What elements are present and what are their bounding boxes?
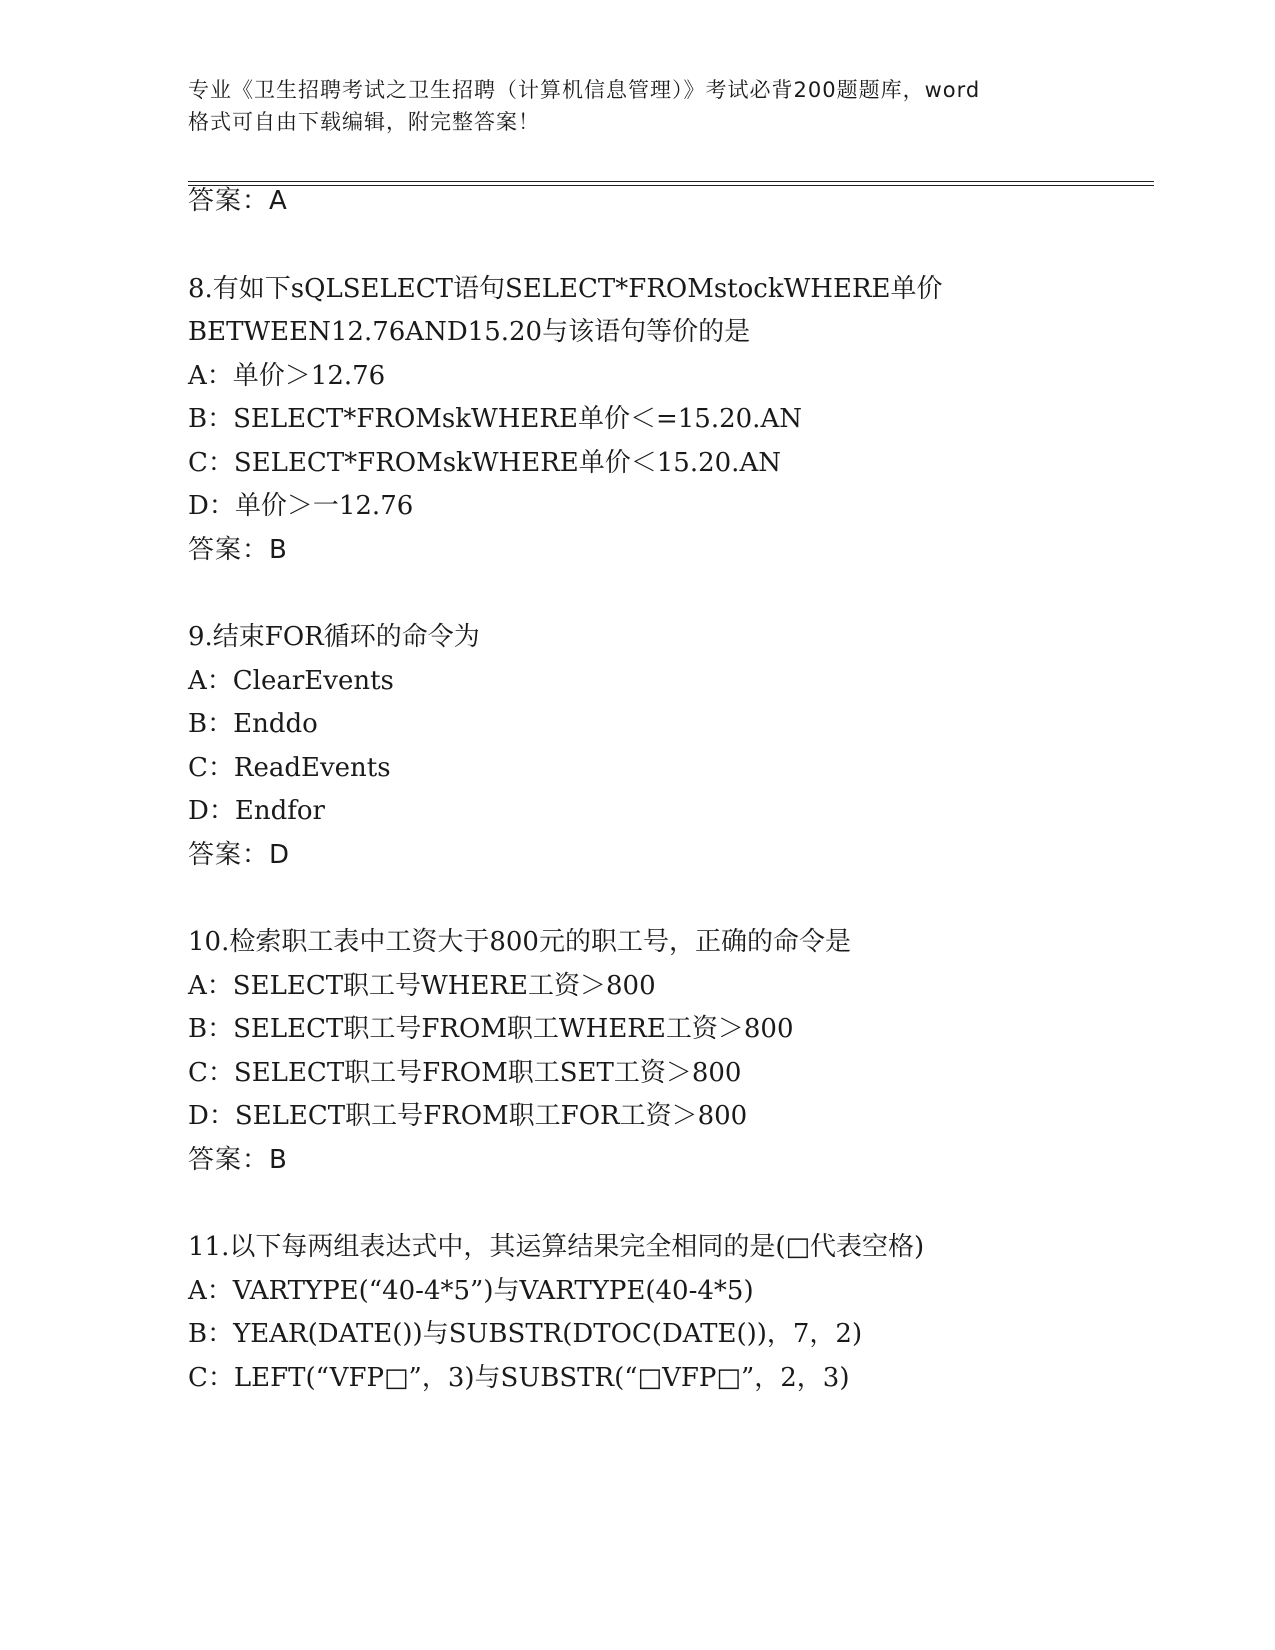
question-9-stem: 9.结束FOR循环的命令为 [188, 622, 480, 652]
question-9-option-d: D：Endfor [188, 796, 325, 826]
answer-previous: 答案：A [188, 186, 288, 216]
question-8-option-a: A：单价＞12.76 [188, 361, 386, 391]
question-10-stem: 10.检索职工表中工资大于800元的职工号，正确的命令是 [188, 927, 851, 957]
question-10-answer: 答案：B [188, 1145, 288, 1175]
header-line-2: 格式可自由下载编辑，附完整答案！ [188, 110, 540, 134]
header-line-1: 专业《卫生招聘考试之卫生招聘（计算机信息管理）》考试必背200题题库，word [188, 78, 981, 102]
header-divider [188, 181, 1154, 182]
question-11-option-c: C：LEFT(“VFP□”，3)与SUBSTR(“□VFP□”，2，3) [188, 1363, 850, 1393]
question-10-option-b: B：SELECT职工号FROM职工WHERE工资＞800 [188, 1014, 794, 1044]
question-10-option-c: C：SELECT职工号FROM职工SET工资＞800 [188, 1058, 742, 1088]
question-8-stem: 8.有如下sQLSELECT语句SELECT*FROMstockWHERE单价 [188, 274, 943, 304]
question-9-answer: 答案：D [188, 840, 291, 870]
question-8-option-d: D：单价＞一12.76 [188, 491, 414, 521]
question-8-option-c: C：SELECT*FROMskWHERE单价＜15.20.AN [188, 448, 781, 478]
question-11-option-b: B：YEAR(DATE())与SUBSTR(DTOC(DATE())，7，2) [188, 1319, 863, 1349]
question-9-option-b: B：Enddo [188, 709, 318, 739]
header-divider-secondary [188, 185, 1154, 186]
document-header [188, 74, 1108, 138]
question-8-stem-cont: BETWEEN12.76AND15.20与该语句等价的是 [188, 317, 751, 347]
question-9-option-a: A：ClearEvents [188, 666, 394, 696]
question-8-answer: 答案：B [188, 535, 288, 565]
question-8-option-b: B：SELECT*FROMskWHERE单价＜=15.20.AN [188, 404, 802, 434]
question-11-stem: 11.以下每两组表达式中，其运算结果完全相同的是(□代表空格) [188, 1232, 925, 1262]
question-9-option-c: C：ReadEvents [188, 753, 391, 783]
question-10-option-a: A：SELECT职工号WHERE工资＞800 [188, 971, 656, 1001]
question-11-option-a: A：VARTYPE(“40-4*5”)与VARTYPE(40-4*5) [188, 1276, 754, 1306]
question-10-option-d: D：SELECT职工号FROM职工FOR工资＞800 [188, 1101, 748, 1131]
